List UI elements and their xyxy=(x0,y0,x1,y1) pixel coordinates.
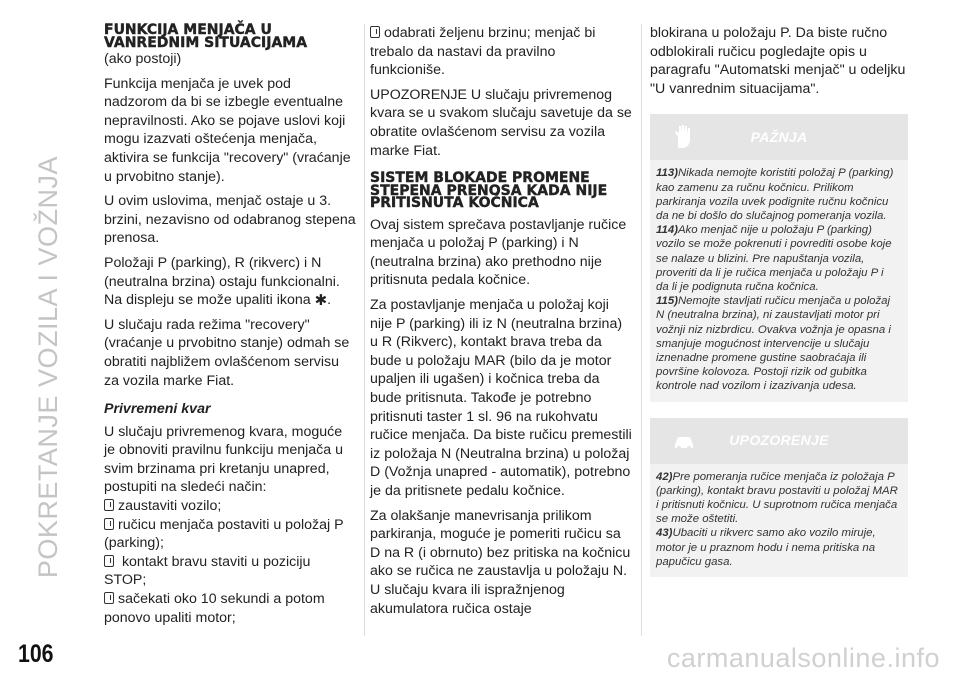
subheading: Privremeni kvar xyxy=(104,401,211,418)
warning-item: 113)Nikada nemojte koristiti položaj P (parking) kao zamenu za ručnu kočnicu. Prilikom parkiranja vozila uvek podignite ručnu kočnicu da ne bi došlo do slučajnog pomeranja vozila. xyxy=(656,167,894,222)
paragraph: Ovaj sistem sprečava postavljanje ručice menjača u položaj P (parking) i N (neutralna brzina) ako prethodno nije pritisnuta pedala kočnice. xyxy=(370,216,627,289)
paragraph: Za postavljanje menjača u položaj koji nije P (parking) ili iz N (neutralna brzina) u R (Rikverc), kontakt brava treba da bude u položaju MAR (bilo da je motor upaljen ili ugašen) i kočnica treba da bude pritisnuta. Takođe je potrebno pritisnuti taster 1 sl. 96 na rukohvatu ručice menjača. Da biste ručicu premestili iz položaja N (Neutralna brzina) u položaj D (Vožnja unapred - automatik), potrebno je da pritisnete pedalu kočnice. xyxy=(370,297,632,499)
warning-box-header xyxy=(650,114,908,160)
chapter-side-title: POKRETANJE VOZILA I VOŽNJA xyxy=(32,155,63,578)
bullet-icon xyxy=(104,555,114,567)
list-item: ručicu menjača postaviti u položaj P (parking); xyxy=(104,516,344,552)
caution-item: 43)Ubaciti u rikverc samo ako vozilo miruje, motor je u praznom hodu i nema pritiska na papučicu gasa. xyxy=(656,527,876,568)
column-divider xyxy=(364,24,365,636)
list-item: kontakt bravu staviti u poziciju STOP; xyxy=(104,553,311,589)
bullet-icon xyxy=(370,26,380,38)
caution-box-header xyxy=(650,418,908,464)
watermark: carmanualsonline.info xyxy=(666,643,940,673)
section-heading: SISTEM BLOKADE PROMENE STEPENA PRENOSA KADA NIJE PRITISNUTA KOČNICA xyxy=(370,170,608,212)
paragraph: blokirana u položaju P. Da biste ručno odblokirali ručicu pogledajte opis u paragrafu "Automatski menjač" u odeljku "U vanrednim situacijama". xyxy=(650,25,906,97)
caution-box xyxy=(650,418,908,577)
paragraph: U ovim uslovima, menjač ostaje u 3. brzini, nezavisno od odabranog stepena prenosa. xyxy=(104,193,356,247)
paragraph: U slučaju rada režima "recovery" (vraćanje u prvobitno stanje) odmah se obratiti najbližem ovlašćenom servisu za vozila marke Fiat. xyxy=(104,316,350,389)
car-wrench-icon xyxy=(672,429,696,453)
caution-box-title: UPOZORENJE xyxy=(729,432,829,449)
paragraph: Položaji P (parking), R (rikverc) i N (neutralna brzina) ostaju funkcionalni. Na displeju se može upaliti ikona ✱. xyxy=(104,254,340,310)
heading-note: (ako postoji) xyxy=(104,51,182,67)
bullet-icon xyxy=(104,518,114,530)
paragraph: UPOZORENJE U slučaju privremenog kvara se u svakom slučaju savetuje da se obratite ovlašćenom servisu za vozila marke Fiat. xyxy=(370,86,632,159)
column-2 xyxy=(370,24,632,624)
warning-box-body xyxy=(650,160,908,401)
warning-item: 115)Nemojte stavljati ručicu menjača u položaj N (neutralna brzina), ni zaustavljati motor pri vožnji niz nizbrdicu. Ovakva vožnja je opasna i smanjuje mogućnost intervencije u slučaju iznenadne promene gustine saobraćaja ili površine kolovoza. Postoji rizik od gubitka kontrole nad vozilom i izazivanja udesa. xyxy=(656,295,891,393)
warning-item: 114)Ako menjač nije u položaju P (parking) vozilo se može pokrenuti i povrediti osobe koje se nalaze u blizini. Pre napuštanja vozila, proveriti da li je ručica menjača u položaju P i da li je podignuta ručna kočnica. xyxy=(656,224,892,293)
warning-box-title: PAŽNJA xyxy=(750,129,808,146)
bullet-icon xyxy=(104,499,114,511)
paragraph: U slučaju privremenog kvara, moguće je obnoviti pravilnu funkciju menjača u svim brzinama pri kretanju unapred, postupiti na sledeći način: xyxy=(104,423,343,496)
warning-box xyxy=(650,114,908,401)
column-3 xyxy=(650,24,908,577)
section-heading: FUNKCIJA MENJAČA U VANREDNIM SITUACIJAMA xyxy=(104,22,308,51)
column-1 xyxy=(104,24,356,627)
caution-item: 42)Pre pomeranja ručice menjača iz položaja P (parking), kontakt bravu postaviti u položaj MAR i pritisnuti kočnicu. U suprotnom ručica menjača se može oštetiti. xyxy=(656,470,898,526)
list-item: zaustaviti vozilo; xyxy=(104,497,356,516)
gearbox-fault-icon: ✱ xyxy=(314,292,328,310)
caution-box-body xyxy=(650,464,908,577)
list-item: odabrati željenu brzinu; menjač bi trebalo da nastavi da pravilno funkcioniše. xyxy=(370,25,596,79)
page-number: 106 xyxy=(18,640,54,668)
paragraph: Funkcija menjača je uvek pod nadzorom da bi se izbegle eventualne nepravilnosti. Ako se pojave uslovi koji mogu izazvati oštećenja menjača, aktivira se funkcija "recovery" (vraćanje u prvobitno stanje). xyxy=(104,75,351,185)
list-item: sačekati oko 10 sekundi a potom ponovo upaliti motor; xyxy=(104,591,325,626)
paragraph: Za olakšanje manevrisanja prilikom parkiranja, moguće je pomeriti ručicu sa D na R (i obrnuto) bez pritiska na kočnicu ako se ručica ne zaustavlja u položaju N. U slučaju kvara ili ispražnjenog akumulatora ručica ostaje xyxy=(370,507,631,617)
warning-hand-icon xyxy=(672,124,692,150)
bullet-icon xyxy=(104,592,114,604)
column-divider xyxy=(641,24,642,636)
